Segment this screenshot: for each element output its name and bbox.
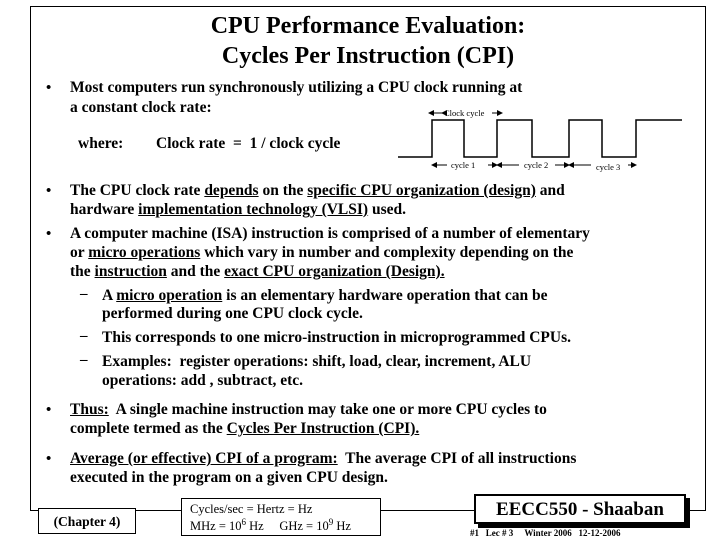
bullet4-line2: complete termed as the Cycles Per Instruction (CPI). <box>70 420 420 437</box>
slide-title-line2: Cycles Per Instruction (CPI) <box>221 43 515 69</box>
chapter-box: (Chapter 4) <box>38 508 136 534</box>
sub-bullet-dash: – <box>80 352 88 368</box>
bullet1-line2: a constant clock rate: <box>70 99 212 116</box>
bullet1-line1: Most computers run synchronously utilizing a CPU clock running at <box>70 79 523 96</box>
bullet-dot: • <box>46 183 52 199</box>
bullet-dot: • <box>46 402 52 418</box>
clock-cycle-label: Clock cycle <box>444 108 485 118</box>
bullet-dot: • <box>46 80 52 96</box>
bullet-dot: • <box>46 451 52 467</box>
subbullet3-line1: Examples: register operations: shift, load, clear, increment, ALU <box>102 353 532 370</box>
bullet3-line2: or micro operations which vary in number and complexity depending on the <box>70 244 574 261</box>
frequency-units-box <box>181 498 381 536</box>
bullet4-line1: Thus: A single machine instruction may take one or more CPU cycles to <box>70 401 547 418</box>
sub-bullet-dash: – <box>80 328 88 344</box>
slide-footer: #1 Lec # 3 Winter 2006 12-12-2006 <box>470 528 621 538</box>
course-title-box: EECC550 - Shaaban <box>474 494 686 524</box>
subbullet3-line2: operations: add , subtract, etc. <box>102 372 304 389</box>
subbullet1-line1: A micro operation is an elementary hardware operation that can be <box>102 287 548 304</box>
bullet3-line3: the instruction and the exact CPU organization (Design). <box>70 263 445 280</box>
bullet5-line1: Average (or effective) CPI of a program: The average CPI of all instructions <box>70 450 577 467</box>
hertz-definition: Cycles/sec = Hertz = Hz <box>190 502 313 516</box>
cycle3-label: cycle 3 <box>596 162 621 172</box>
bullet2-line1: The CPU clock rate depends on the specific CPU organization (design) and <box>70 182 565 199</box>
bullet5-line2: executed in the program on a given CPU design. <box>70 469 388 486</box>
sub-bullet-dash: – <box>80 286 88 302</box>
cycle1-label: cycle 1 <box>451 160 476 170</box>
bullet3-line1: A computer machine (ISA) instruction is comprised of a number of elementary <box>70 225 590 242</box>
cycle2-label: cycle 2 <box>524 160 549 170</box>
slide-title-line1: CPU Performance Evaluation: <box>210 13 526 39</box>
subbullet2-line1: This corresponds to one micro-instruction in microprogrammed CPUs. <box>102 329 572 346</box>
where-label: where: <box>78 135 124 152</box>
bullet2-line2: hardware implementation technology (VLSI) used. <box>70 201 406 218</box>
clock-rate-formula: Clock rate = 1 / clock cycle <box>156 135 341 152</box>
subbullet1-line2: performed during one CPU clock cycle. <box>102 305 363 322</box>
clock-waveform-diagram <box>395 104 690 176</box>
bullet-dot: • <box>46 226 52 242</box>
mhz-ghz-definition: MHz = $10^6$ Hz GHz = $10^9$ Hz <box>190 516 351 533</box>
